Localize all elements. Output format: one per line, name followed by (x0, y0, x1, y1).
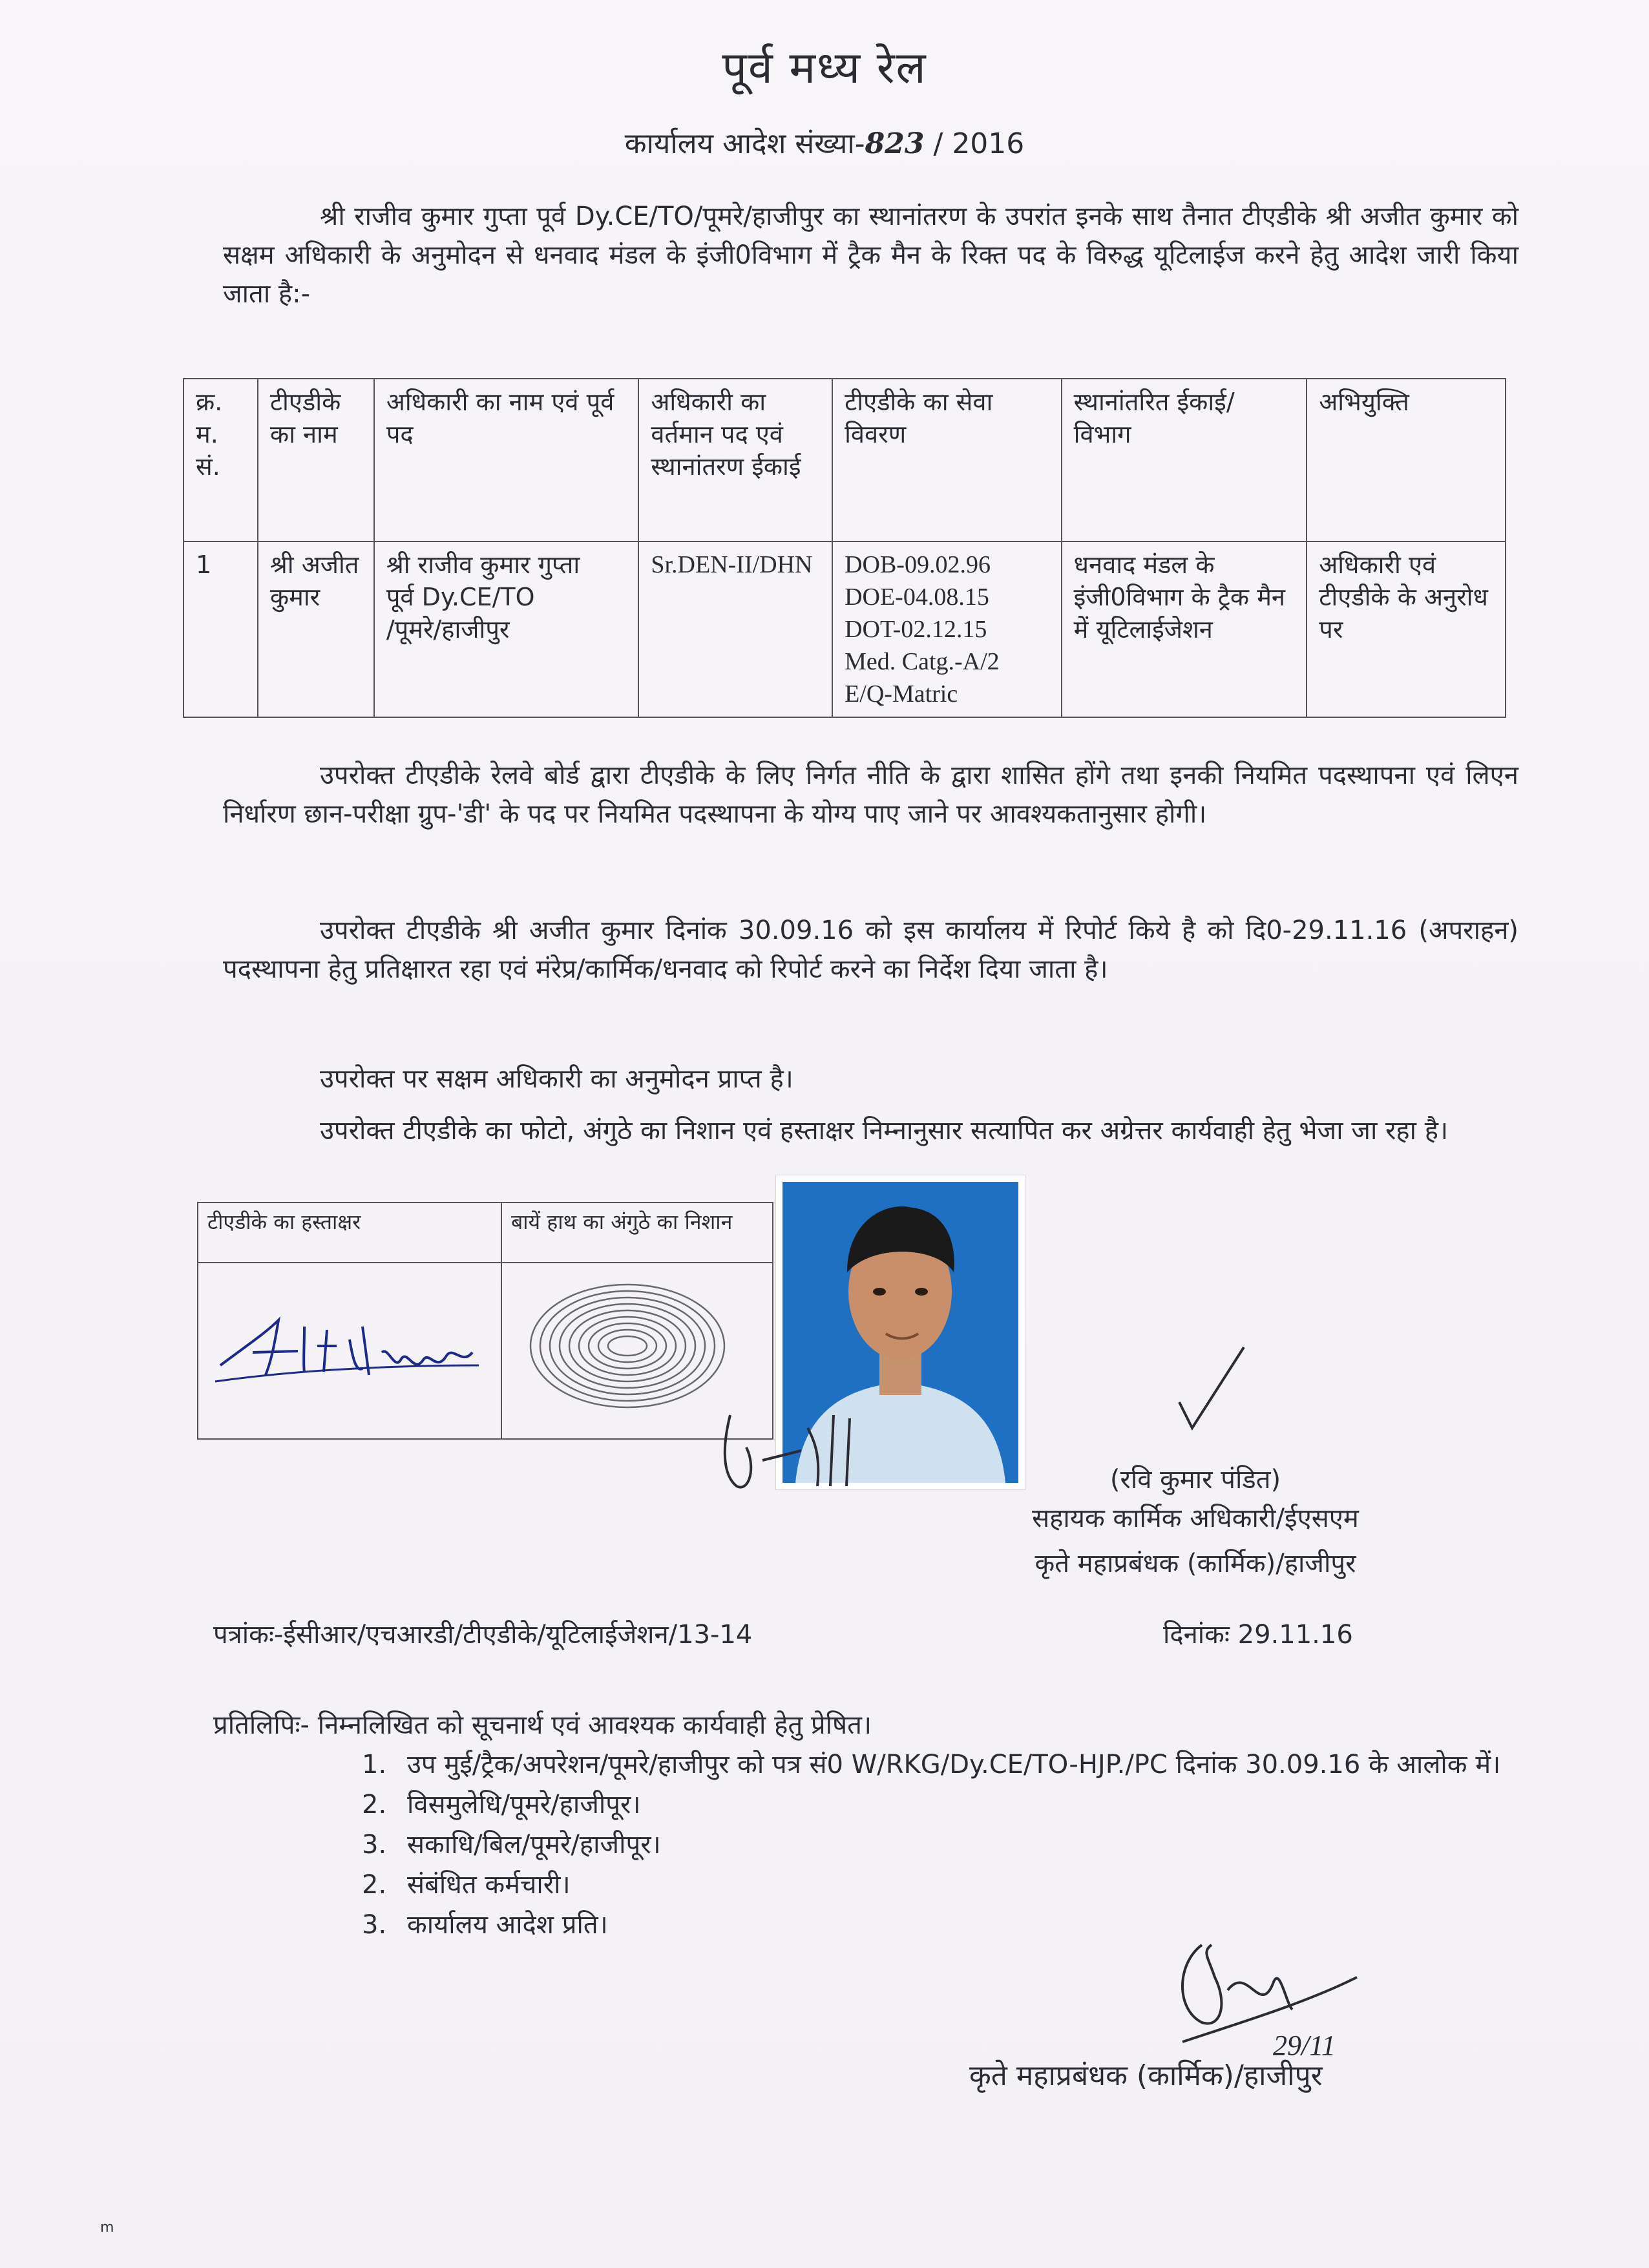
col-header-service: टीएडीके का सेवा विवरण (832, 379, 1062, 541)
table-row (184, 541, 1506, 717)
col-header-remarks: अभियुक्ति (1307, 379, 1506, 541)
col-header-sno: क्र. म. सं. (184, 379, 258, 541)
cell-unit: धनवाद मंडल के इंजी0विभाग के ट्रैक मैन में यूटिलाईजेशन (1062, 541, 1307, 717)
reference-number: पत्रांकः-ईसीआर/एचआरडी/टीएडीके/यूटिलाईजेशन/13-14 (213, 1620, 753, 1650)
paragraph-approval (223, 1060, 1518, 1098)
page-title: पूर्व मध्य रेल (722, 43, 927, 94)
officer-line: पूर्व Dy.CE/TO (386, 583, 535, 611)
item-text: कार्यालय आदेश प्रति। (407, 1910, 608, 1940)
cell-service (832, 541, 1062, 717)
cell-remarks: अधिकारी एवं टीएडीके के अनुरोध पर (1307, 541, 1506, 717)
col-header-unit: स्थानांतरित ईकाई/ विभाग (1062, 379, 1307, 541)
service-line: Med. Catg.-A/2 (845, 648, 1000, 675)
signatory-name: (रवि कुमार पंडित) (1109, 1465, 1281, 1495)
item-text: विसमुलेधि/पूमरे/हाजीपूर। (407, 1790, 641, 1820)
verification-table (197, 1202, 773, 1440)
verification-header-row (198, 1202, 773, 1263)
intro-paragraph (223, 197, 1518, 313)
item-number: 2. (362, 1870, 387, 1900)
officer-line: श्री राजीव कुमार गुप्ता (386, 551, 580, 579)
list-item (362, 1785, 1525, 1825)
col-header-name: टीएडीके का नाम (258, 379, 374, 541)
transfer-table (183, 378, 1506, 718)
list-item (362, 1825, 1525, 1865)
final-signatory: कृते महाप्रबंधक (कार्मिक)/हाजीपुर (969, 2059, 1323, 2092)
signatory-designation: सहायक कार्मिक अधिकारी/ईएसएम (1032, 1504, 1359, 1533)
office-order-number (0, 123, 1649, 162)
order-year: / 2016 (924, 127, 1025, 160)
paragraph-text: उपरोक्त टीएडीके का फोटो, अंगुठे का निशान एवं हस्ताक्षर निम्नानुसार सत्यापित कर अग्रेत्तर कार्यवाही हेतु भेजा जा रहा है। (320, 1116, 1449, 1146)
reference-date: दिनांकः 29.11.16 (1163, 1620, 1353, 1650)
cell-officer (374, 541, 639, 717)
paragraph-text: उपरोक्त टीएडीके रेलवे बोर्ड द्वारा टीएडीके के लिए निर्गत नीति के द्वारा शासित होंगे तथा इनकी नियमित पदस्थापना एवं लिएन निर्धारण छान-परीक्षा ग्रुप-'डी' के पद पर नियमित पदस्थापना के योग्य पाए जाने पर आवश्यकतानुसार होगी। (223, 761, 1518, 829)
list-item (362, 1865, 1525, 1905)
signature-header: टीएडीके का हस्ताक्षर (198, 1202, 501, 1263)
paragraph-report (223, 911, 1518, 989)
service-line: DOB-09.02.96 (845, 551, 991, 578)
col-header-officer: अधिकारी का नाम एवं पूर्व पद (374, 379, 639, 541)
order-number: 823 (865, 127, 925, 160)
thumb-header: बायें हाथ का अंगुठे का निशान (501, 1202, 773, 1263)
order-prefix: कार्यालय आदेश संख्या- (624, 127, 865, 160)
paragraph-policy (223, 756, 1518, 834)
copy-to-list (362, 1745, 1525, 1945)
corner-mark: m (100, 2220, 114, 2236)
officer-line: /पूमरे/हाजीपुर (386, 615, 510, 644)
item-number: 2. (362, 1790, 387, 1820)
item-text: संबंधित कर्मचारी। (407, 1870, 571, 1900)
paragraph-text: उपरोक्त पर सक्षम अधिकारी का अनुमोदन प्राप्त है। (320, 1064, 793, 1094)
paragraph-verification (223, 1111, 1518, 1150)
item-number: 1. (362, 1750, 387, 1780)
cell-name: श्री अजीत कुमार (258, 541, 374, 717)
col-header-current-post: अधिकारी का वर्तमान पद एवं स्थानांतरण ईकाई (638, 379, 832, 541)
handwritten-date: 29/11 (1273, 2030, 1336, 2061)
cell-current-post: Sr.DEN-II/DHN (638, 541, 832, 717)
signature-image (207, 1268, 492, 1423)
paragraph-text: उपरोक्त टीएडीके श्री अजीत कुमार दिनांक 30.09.16 को इस कार्यालय में रिपोर्ट किये है को दि0-29.11.16 (अपराहन) पदस्थापना हेतु प्रतिक्षारत रहा एवं मंरेप्र/कार्मिक/धनवाद को रिपोर्ट करने का निर्देश दिया जाता है। (223, 916, 1518, 984)
service-line: E/Q-Matric (845, 680, 958, 708)
item-text: सकाधि/बिल/पूमरे/हाजीपूर। (407, 1830, 661, 1860)
attestation-signature (711, 1389, 943, 1506)
service-line: DOT-02.12.15 (845, 616, 987, 643)
signature-cell (198, 1263, 501, 1439)
item-text: उप मुई/ट्रैक/अपरेशन/पूमरे/हाजीपुर को पत्र सं0 W/RKG/Dy.CE/TO-HJP./PC दिनांक 30.09.16 के आलोक में। (407, 1750, 1501, 1780)
item-number: 3. (362, 1910, 387, 1940)
signatory-for: कृते महाप्रबंधक (कार्मिक)/हाजीपुर (1035, 1549, 1356, 1579)
service-line: DOE-04.08.15 (845, 583, 989, 611)
table-header-row (184, 379, 1506, 541)
cell-sno: 1 (184, 541, 258, 717)
verification-row (198, 1263, 773, 1439)
intro-text: श्री राजीव कुमार गुप्ता पूर्व Dy.CE/TO/पूमरे/हाजीपुर का स्थानांतरण के उपरांत इनके साथ तैनात टीएडीके श्री अजीत कुमार को सक्षम अधिकारी के अनुमोदन से धनवाद मंडल के इंजी0विभाग में ट्रैक मैन के रिक्त पद के विरुद्ध यूटिलाईज करने हेतु आदेश जारी किया जाता है:- (223, 202, 1518, 309)
check-mark-icon (1176, 1344, 1247, 1434)
item-number: 3. (362, 1830, 387, 1860)
copy-to-heading: प्रतिलिपिः- निम्नलिखित को सूचनार्थ एवं आवश्यक कार्यवाही हेतु प्रेषित। (213, 1710, 872, 1740)
signature-text: Ajit Kumar (207, 1268, 211, 1269)
list-item (362, 1745, 1525, 1785)
